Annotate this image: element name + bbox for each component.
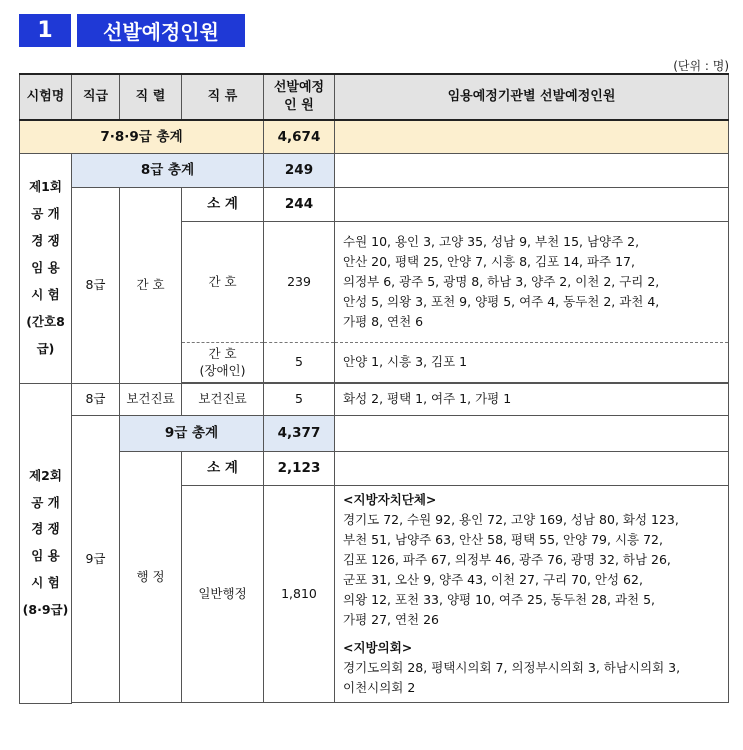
health-series: 보건진료 xyxy=(120,384,182,416)
header-row xyxy=(20,74,729,120)
grade9-total-label: 9급 총계 xyxy=(120,416,264,452)
col-exam: 시험명 xyxy=(20,74,72,120)
exam1-subtotal-label: 소 계 xyxy=(182,188,264,222)
section-header xyxy=(19,14,245,47)
exam1-subtotal-value: 244 xyxy=(264,188,335,222)
col-series: 직 렬 xyxy=(120,74,182,120)
exam1-name: 제1회 공 개 경 쟁 임 용 시 험 (간호8급) xyxy=(20,154,72,384)
health-agencies: 화성 2, 평택 1, 여주 1, 가평 1 xyxy=(335,384,729,416)
col-agency: 임용예정기관별 선발예정인원 xyxy=(335,74,729,120)
nurse-dis-kind: 간 호 (장애인) xyxy=(182,343,264,383)
general-value: 1,810 xyxy=(264,486,335,703)
exam1-series: 간 호 xyxy=(120,188,182,384)
section-title: 선발예정인원 xyxy=(77,14,245,47)
exam1-subtotal-row xyxy=(20,188,729,222)
nurse-kind: 간 호 xyxy=(182,222,264,343)
exam1-grade8-total-row xyxy=(20,154,729,188)
grade9-total-row xyxy=(20,416,729,452)
nurse-agencies: 수원 10, 용인 3, 고양 35, 성남 9, 부천 15, 남양주 2, 안산 20, 평택 25, 안양 7, 시흥 8, 김포 14, 파주 17, 의정부 6, 광주 5, 광명 8, 하남 3, 양주 2, 이천 2, 구리 2, 안성 5, 의왕 3, 포천 9, 양평 5, 여주 4, 동두천 2, 과천 4, 가평 8, 연천 6 xyxy=(335,222,729,343)
health-kind: 보건진료 xyxy=(182,384,264,416)
overall-label: 7·8·9급 총계 xyxy=(20,120,264,154)
nurse-dis-agencies: 안양 1, 시흥 3, 김포 1 xyxy=(335,343,729,383)
general-agencies: <지방자치단체> 경기도 72, 수원 92, 용인 72, 고양 169, 성남 80, 화성 123, 부천 51, 남양주 63, 안산 58, 평택 55, 안양 79, 시흥 72, 김포 126, 파주 67, 의정부 46, 광주 76, 광명 32, 하남 26, 군포 31, 오산 9, 양주 43, 이천 27, 구리 70, 안성 62, 의왕 12, 포천 33, 양평 10, 여주 25, 동두천 28, 과천 5, 가평 27, 연천 26 <지방의회> 경기도의회 28, 평택시의회 7, 의정부시의회 3, 하남시의회 3, 이천시의회 2 xyxy=(335,486,729,703)
exam2-series: 행 정 xyxy=(120,452,182,703)
health-grade: 8급 xyxy=(72,384,120,416)
exam2-name: 제2회 공 개 경 쟁 임 용 시 험 (8·9급) xyxy=(20,384,72,704)
health-row xyxy=(20,384,729,416)
exam2-grade: 9급 xyxy=(72,416,120,703)
nurse-value: 239 xyxy=(264,222,335,343)
overall-value: 4,674 xyxy=(264,120,335,154)
unit-note: (단위 : 명) xyxy=(673,59,729,73)
col-grade: 직급 xyxy=(72,74,120,120)
grade9-total-value: 4,377 xyxy=(264,416,335,452)
nurse-dis-value: 5 xyxy=(264,343,335,383)
health-value: 5 xyxy=(264,384,335,416)
local-gov-title: <지방자치단체> xyxy=(343,492,437,507)
exam2-subtotal-value: 2,123 xyxy=(264,452,335,486)
overall-row xyxy=(20,120,729,154)
recruitment-table xyxy=(19,73,729,704)
council-title: <지방의회> xyxy=(343,640,413,655)
grade8-total-label: 8급 총계 xyxy=(72,154,264,188)
grade8-total-value: 249 xyxy=(264,154,335,188)
exam1-grade: 8급 xyxy=(72,188,120,384)
col-kind: 직 류 xyxy=(182,74,264,120)
exam2-subtotal-row xyxy=(20,452,729,486)
col-planned: 선발예정 인 원 xyxy=(264,74,335,120)
section-number: 1 xyxy=(19,14,71,47)
exam2-subtotal-label: 소 계 xyxy=(182,452,264,486)
general-kind: 일반행정 xyxy=(182,486,264,703)
